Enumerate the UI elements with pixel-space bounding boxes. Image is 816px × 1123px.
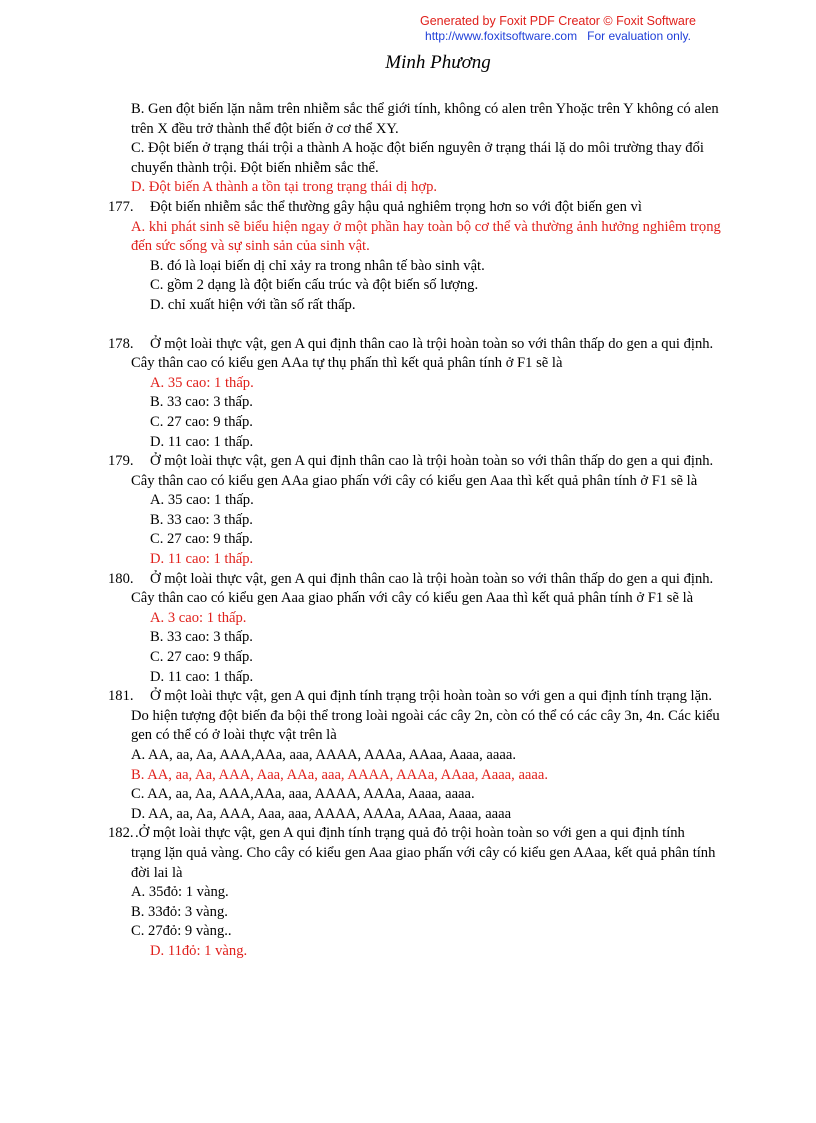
q178-option-a-answer: A. 35 cao: 1 thấp.	[150, 374, 254, 391]
q181-option-d: D. AA, aa, Aa, AAA, Aaa, aaa, AAAA, AAAa, AAaa, Aaaa, aaaa	[131, 805, 512, 822]
q181-option-a: A. AA, aa, Aa, AAA,AAa, aaa, AAAA, AAAa, AAaa, Aaaa, aaaa.	[131, 747, 516, 763]
q177-text: Đột biến nhiễm sắc thể thường gây hậu quả nghiêm trọng hơn so với đột biến gen vì	[150, 198, 642, 215]
q179-number: 179.	[108, 453, 134, 470]
q180-text-line1: Ở một loài thực vật, gen A qui định thân cao là trội hoàn toàn so với thân thấp do gen a qui định.	[150, 570, 714, 587]
q179-option-a: A. 35 cao: 1 thấp.	[150, 492, 254, 509]
q178-option-c: C. 27 cao: 9 thấp.	[150, 413, 253, 430]
q176-option-b-line2: trên X đều trở thành thể đột biến ở cơ thể XY.	[131, 120, 399, 137]
q179-text-line1: Ở một loài thực vật, gen A qui định thân cao là trội hoàn toàn so với thân thấp do gen a qui định.	[150, 453, 714, 470]
q177-number: 177.	[108, 198, 134, 215]
q182-text-line1: .Ở một loài thực vật, gen A qui định tính trạng quả đỏ trội hoàn toàn so với gen a qui định tính	[135, 825, 685, 842]
q180-option-b: B. 33 cao: 3 thấp.	[150, 629, 253, 646]
q179-option-d-answer: D. 11 cao: 1 thấp.	[150, 551, 254, 568]
q180-option-d: D. 11 cao: 1 thấp.	[150, 668, 254, 685]
q178-text-line1: Ở một loài thực vật, gen A qui định thân cao là trội hoàn toàn so với thân thấp do gen a qui định.	[150, 335, 714, 352]
q182-number: 182.	[108, 825, 134, 842]
watermark-url[interactable]: http://www.foxitsoftware.com	[425, 29, 578, 43]
q176-option-c-line2: chuyển thành trội. Đột biến nhiễm sắc thể.	[131, 159, 379, 176]
q180-option-a-answer: A. 3 cao: 1 thấp.	[150, 609, 247, 626]
page-header-author: Minh Phương	[385, 52, 491, 73]
q182-question-line2: trạng lặn quả vàng. Cho cây có kiểu gen Aaa giao phấn với cây có kiểu gen AAaa, kết quả phân tính	[131, 844, 716, 861]
document-body	[0, 100, 816, 962]
watermark-line2	[408, 29, 708, 44]
q181-option-c: C. AA, aa, Aa, AAA,AAa, aaa, AAAA, AAAa, Aaaa, aaaa.	[131, 786, 475, 803]
q177-option-c: C. gồm 2 dạng là đột biến cấu trúc và đột biến số lượng.	[150, 277, 479, 294]
foxit-watermark	[408, 14, 708, 44]
q182-option-d-answer: D. 11đỏ: 1 vàng.	[150, 942, 248, 959]
q178-number: 178.	[108, 335, 134, 352]
q178-option-d: D. 11 cao: 1 thấp.	[150, 433, 254, 450]
q177-option-b: B. đó là loại biến dị chỉ xảy ra trong nhân tế bào sinh vật.	[150, 257, 485, 274]
q181-text-line1: Ở một loài thực vật, gen A qui định tính trạng trội hoàn toàn so với gen a qui định tính trạng lặn.	[150, 688, 713, 705]
q177-question	[0, 198, 816, 218]
q177-option-d: D. chỉ xuất hiện với tần số rất thấp.	[150, 296, 356, 313]
q181-question-line2: Do hiện tượng đột biến đa bội thể trong loài ngoài các cây 2n, còn có thể có các cây 3n, 4n. Các kiểu	[131, 707, 720, 724]
q180-question-line2: Cây thân cao có kiểu gen Aaa giao phấn với cây có kiểu gen Aaa thì kết quả phân tính ở F1 sẽ là	[131, 590, 694, 607]
watermark-eval: For evaluation only.	[587, 29, 691, 43]
watermark-line1: Generated by Foxit PDF Creator © Foxit Software	[420, 14, 696, 28]
q181-option-b-answer: B. AA, aa, Aa, AAA, Aaa, AAa, aaa, AAAA, AAAa, AAaa, Aaaa, aaaa.	[131, 766, 549, 783]
q180-number: 180.	[108, 570, 134, 587]
q182-option-a: A. 35đỏ: 1 vàng.	[131, 884, 229, 901]
q180-option-c: C. 27 cao: 9 thấp.	[150, 649, 253, 666]
q179-question-line1	[0, 452, 816, 472]
q179-option-c: C. 27 cao: 9 thấp.	[150, 531, 253, 548]
q180-question-line1	[0, 570, 816, 590]
q181-question-line1	[0, 687, 816, 707]
q182-option-b: B. 33đỏ: 3 vàng.	[131, 903, 228, 920]
q179-option-b: B. 33 cao: 3 thấp.	[150, 511, 253, 528]
q176-option-c-line1: C. Đột biến ở trạng thái trội a thành A hoặc đột biến nguyên ở trạng thái lặ do môi trường thay đổi	[131, 140, 704, 157]
q178-question-line2: Cây thân cao có kiểu gen AAa tự thụ phấn thì kết quả phân tính ở F1 sẽ là	[131, 355, 563, 372]
q177-option-a-line2-answer: đến sức sống và sự sinh sản của sinh vật.	[131, 238, 370, 255]
q176-option-b-line1: B. Gen đột biến lặn nằm trên nhiễm sắc thể giới tính, không có alen trên Yhoặc trên Y không có alen	[131, 101, 719, 117]
q178-option-b: B. 33 cao: 3 thấp.	[150, 394, 253, 411]
q178-question-line1	[0, 335, 816, 355]
q181-number: 181.	[108, 688, 134, 705]
q182-question-line3: đời lai là	[131, 864, 183, 881]
q177-option-a-line1-answer: A. khi phát sinh sẽ biểu hiện ngay ở một phần hay toàn bộ cơ thể và thường ảnh hưởng nghiêm trọng	[131, 218, 721, 235]
q179-question-line2: Cây thân cao có kiểu gen AAa giao phấn với cây có kiểu gen Aaa thì kết quả phân tính ở F1 sẽ là	[131, 472, 698, 489]
q182-question-line1	[0, 824, 816, 844]
q181-question-line3: gen có thể có ở loài thực vật trên là	[131, 727, 337, 744]
q176-option-d-answer: D. Đột biến A thành a tồn tại trong trạng thái dị hợp.	[131, 179, 438, 196]
q182-option-c: C. 27đỏ: 9 vàng..	[131, 923, 232, 940]
